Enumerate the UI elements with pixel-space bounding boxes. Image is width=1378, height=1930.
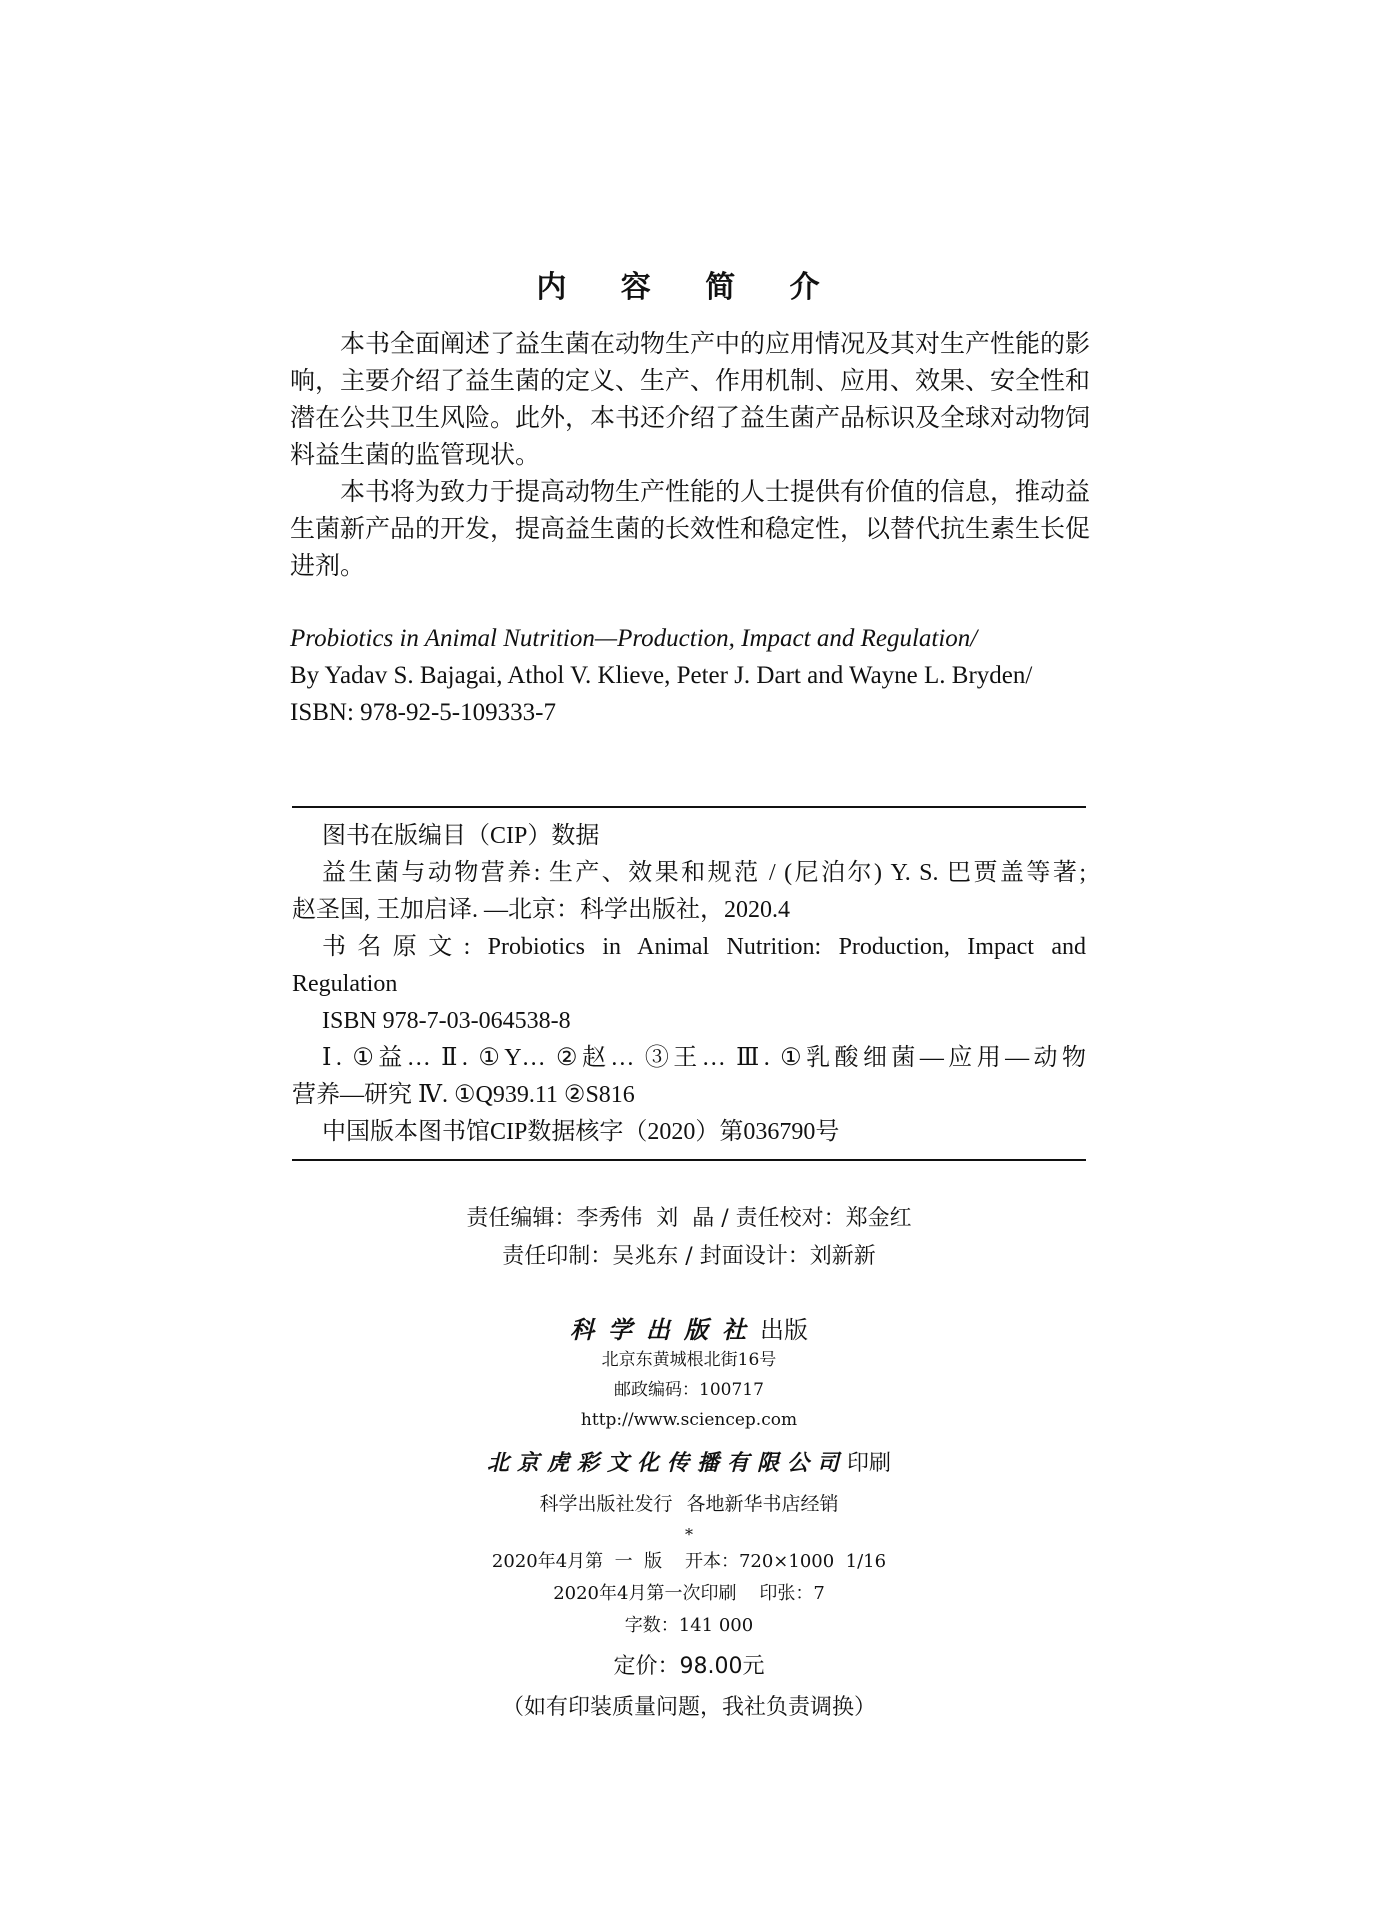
cip-record-number: 中国版本图书馆CIP数据核字（2020）第036790号 [322,1119,840,1145]
original-title: Probiotics in Animal Nutrition—Production, Impact and Regulation/ [290,625,978,652]
cip-classification-cont: 营养—研究 Ⅳ. ①Q939.11 ②S816 [292,1082,635,1108]
credits-production: 责任印制：吴兆东 / 封面设计：刘新新 [502,1244,876,1269]
distribution-line: 科学出版社发行 各地新华书店经销 [539,1493,839,1515]
publisher-block [0,1310,1378,1728]
price-line: 定价：98.00元 [613,1654,765,1679]
original-isbn: ISBN: 978-92-5-109333-7 [290,699,556,726]
printing-line: 2020年4月第一次印刷 印张：7 [553,1583,825,1604]
summary-section [290,325,1090,584]
quality-notice: （如有印装质量问题，我社负责调换） [501,1695,876,1720]
printer-line [0,1443,1378,1484]
original-edition-info [290,620,1090,731]
publisher-url: http://www.sciencep.com [580,1410,798,1430]
publisher-name: 科学出版社 [570,1315,760,1344]
summary-paragraph: 本书将为致力于提高动物生产性能的人士提供有价值的信息，推动益生菌新产品的开发，提高益生菌的长效性和稳定性，以替代抗生素生长促进剂。 [290,477,1091,580]
printer-suffix: 印刷 [847,1451,892,1476]
cip-classification-line: Ⅰ. ①益… Ⅱ. ①Y… ②赵… ③王… Ⅲ. ①乳酸细菌—应用—动物 [322,1045,1086,1071]
cip-translator-line: 赵圣国, 王加启译. —北京：科学出版社，2020.4 [292,897,790,923]
cip-isbn: ISBN 978-7-03-064538-8 [322,1008,571,1034]
cip-title-line: 益生菌与动物营养: 生产、效果和规范 / (尼泊尔) Y. S. 巴贾盖等著; [322,860,1086,886]
cip-data-block [292,806,1086,1161]
credits-editors: 责任编辑：李秀伟 刘 晶 / 责任校对：郑金红 [466,1206,912,1231]
publisher-name-line [0,1310,1378,1345]
page-title: 内 容 简 介 [536,270,842,305]
publisher-address: 北京东黄城根北街16号 [601,1350,777,1370]
publisher-postcode: 邮政编码：100717 [614,1380,764,1400]
printer-name: 北京虎彩文化传播有限公司 [486,1450,847,1476]
edition-line: 2020年4月第 一 版 开本：720×1000 1/16 [491,1551,887,1572]
separator-star: * [685,1525,693,1544]
word-count-line: 字数：141 000 [624,1615,754,1636]
original-authors: By Yadav S. Bajagai, Athol V. Klieve, Peter J. Dart and Wayne L. Bryden/ [290,662,1033,689]
cip-original-title-cont: Regulation [292,971,398,997]
cip-original-title-line: 书名原文: Probiotics in Animal Nutrition: Production, Impact and [322,934,1086,960]
publisher-name-suffix: 出版 [760,1316,808,1344]
cip-heading: 图书在版编目（CIP）数据 [322,823,600,849]
editorial-credits [0,1200,1378,1276]
summary-paragraph: 本书全面阐述了益生菌在动物生产中的应用情况及其对生产性能的影响，主要介绍了益生菌的定义、生产、作用机制、应用、效果、安全性和潜在公共卫生风险。此外，本书还介绍了益生菌产品标识及全球对动物饲料益生菌的监管现状。 [290,329,1091,469]
